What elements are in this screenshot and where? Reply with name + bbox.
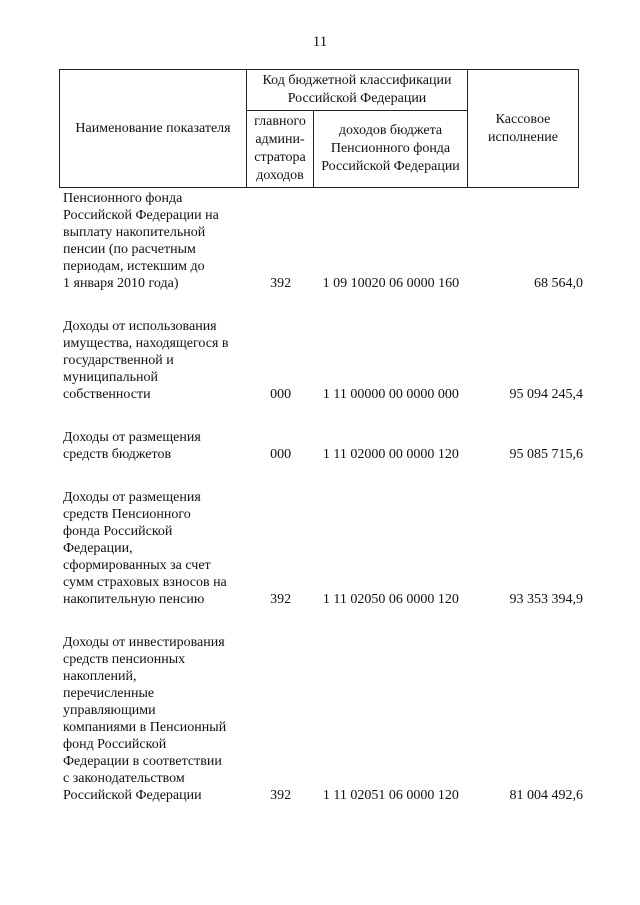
row-name-line: с законодательством bbox=[63, 771, 185, 786]
row-name-line: перечисленные bbox=[63, 686, 155, 701]
row-kbk-code: 1 11 02051 06 0000 120 bbox=[322, 788, 459, 803]
row-name-line: фонда Российской bbox=[63, 524, 173, 539]
row-name-line: Российской Федерации на bbox=[63, 208, 219, 223]
header-admin-cell bbox=[247, 111, 314, 188]
header-income-cell bbox=[314, 111, 468, 188]
row-name-line: сформированных за счет bbox=[63, 558, 211, 573]
header-income-line: Российской Федерации bbox=[321, 159, 460, 174]
row-name-line: средств пенсионных bbox=[63, 652, 186, 667]
row-value: 81 004 492,6 bbox=[509, 788, 583, 803]
row-name-line: фонд Российской bbox=[63, 737, 167, 752]
row-name-line: Федерации, bbox=[63, 541, 133, 556]
row-name-line: компаниями в Пенсионный bbox=[63, 720, 227, 735]
row-name-line: имущества, находящегося в bbox=[63, 336, 229, 351]
row-name-line: государственной и bbox=[63, 353, 174, 368]
row-value: 68 564,0 bbox=[533, 276, 583, 291]
row-name bbox=[63, 190, 255, 292]
row-name bbox=[63, 634, 255, 804]
header-income-line: Пенсионного фонда bbox=[330, 141, 451, 156]
header-name-cell bbox=[60, 70, 247, 188]
row-name-line: Доходы от использования bbox=[63, 319, 217, 334]
row-admin-code: 000 bbox=[270, 447, 292, 462]
row-admin-code: 392 bbox=[270, 788, 292, 803]
header-kbk-line: Код бюджетной классификации bbox=[262, 73, 452, 88]
header-admin-line: главного bbox=[254, 114, 306, 129]
row-admin-code: 000 bbox=[270, 387, 292, 402]
header-exec-line: исполнение bbox=[488, 129, 558, 145]
row-name bbox=[63, 318, 255, 403]
header-income-line: доходов бюджета bbox=[338, 123, 443, 138]
table-row bbox=[63, 318, 583, 403]
header-admin-line: доходов bbox=[256, 168, 304, 183]
row-kbk-code: 1 09 10020 06 0000 160 bbox=[322, 276, 460, 291]
row-name-line: Пенсионного фонда bbox=[63, 191, 183, 206]
table-header bbox=[59, 69, 579, 188]
header-admin-line: стратора bbox=[254, 150, 306, 165]
row-kbk-code: 1 11 00000 00 0000 000 bbox=[322, 387, 459, 402]
header-name: Наименование показателя bbox=[75, 120, 231, 136]
row-name-line: сумм страховых взносов на bbox=[63, 575, 227, 590]
row-value: 93 353 394,9 bbox=[509, 592, 583, 607]
header-kbk-group bbox=[247, 70, 468, 111]
table-row bbox=[63, 429, 583, 463]
row-name-line: Доходы от размещения bbox=[63, 430, 201, 445]
page-number: 11 bbox=[312, 34, 328, 50]
row-value: 95 085 715,6 bbox=[509, 447, 583, 462]
table-body bbox=[63, 190, 583, 830]
row-name-line: собственности bbox=[63, 387, 151, 402]
row-name-line: накоплений, bbox=[63, 669, 137, 684]
row-name-line: пенсии (по расчетным bbox=[63, 242, 196, 257]
row-name-line: выплату накопительной bbox=[63, 225, 206, 240]
row-value: 95 094 245,4 bbox=[509, 387, 583, 402]
header-exec-line: Кассовое bbox=[495, 111, 551, 127]
table-row bbox=[63, 634, 583, 804]
header-kbk-line: Российской Федерации bbox=[287, 91, 427, 106]
row-admin-code: 392 bbox=[270, 276, 292, 291]
row-name-line: муниципальной bbox=[63, 370, 159, 385]
row-name-line: управляющими bbox=[63, 703, 156, 718]
row-admin-code: 392 bbox=[270, 592, 292, 607]
row-name bbox=[63, 429, 255, 463]
row-name-line: средств Пенсионного bbox=[63, 507, 191, 522]
row-name-line: Федерации в соответствии bbox=[63, 754, 222, 769]
header-admin-line: админи- bbox=[255, 132, 305, 147]
row-name bbox=[63, 489, 255, 608]
header-exec-cell bbox=[468, 70, 579, 188]
row-kbk-code: 1 11 02050 06 0000 120 bbox=[322, 592, 459, 607]
row-name-line: Доходы от размещения bbox=[63, 490, 201, 505]
table-row bbox=[63, 489, 583, 608]
table-row bbox=[63, 190, 583, 292]
row-name-line: периодам, истекшим до bbox=[63, 259, 205, 274]
row-name-line: 1 января 2010 года) bbox=[63, 276, 179, 291]
row-kbk-code: 1 11 02000 00 0000 120 bbox=[322, 447, 459, 462]
row-name-line: накопительную пенсию bbox=[63, 592, 205, 607]
row-name-line: Российской Федерации bbox=[63, 788, 202, 803]
row-name-line: средств бюджетов bbox=[63, 447, 172, 462]
row-name-line: Доходы от инвестирования bbox=[63, 635, 225, 650]
